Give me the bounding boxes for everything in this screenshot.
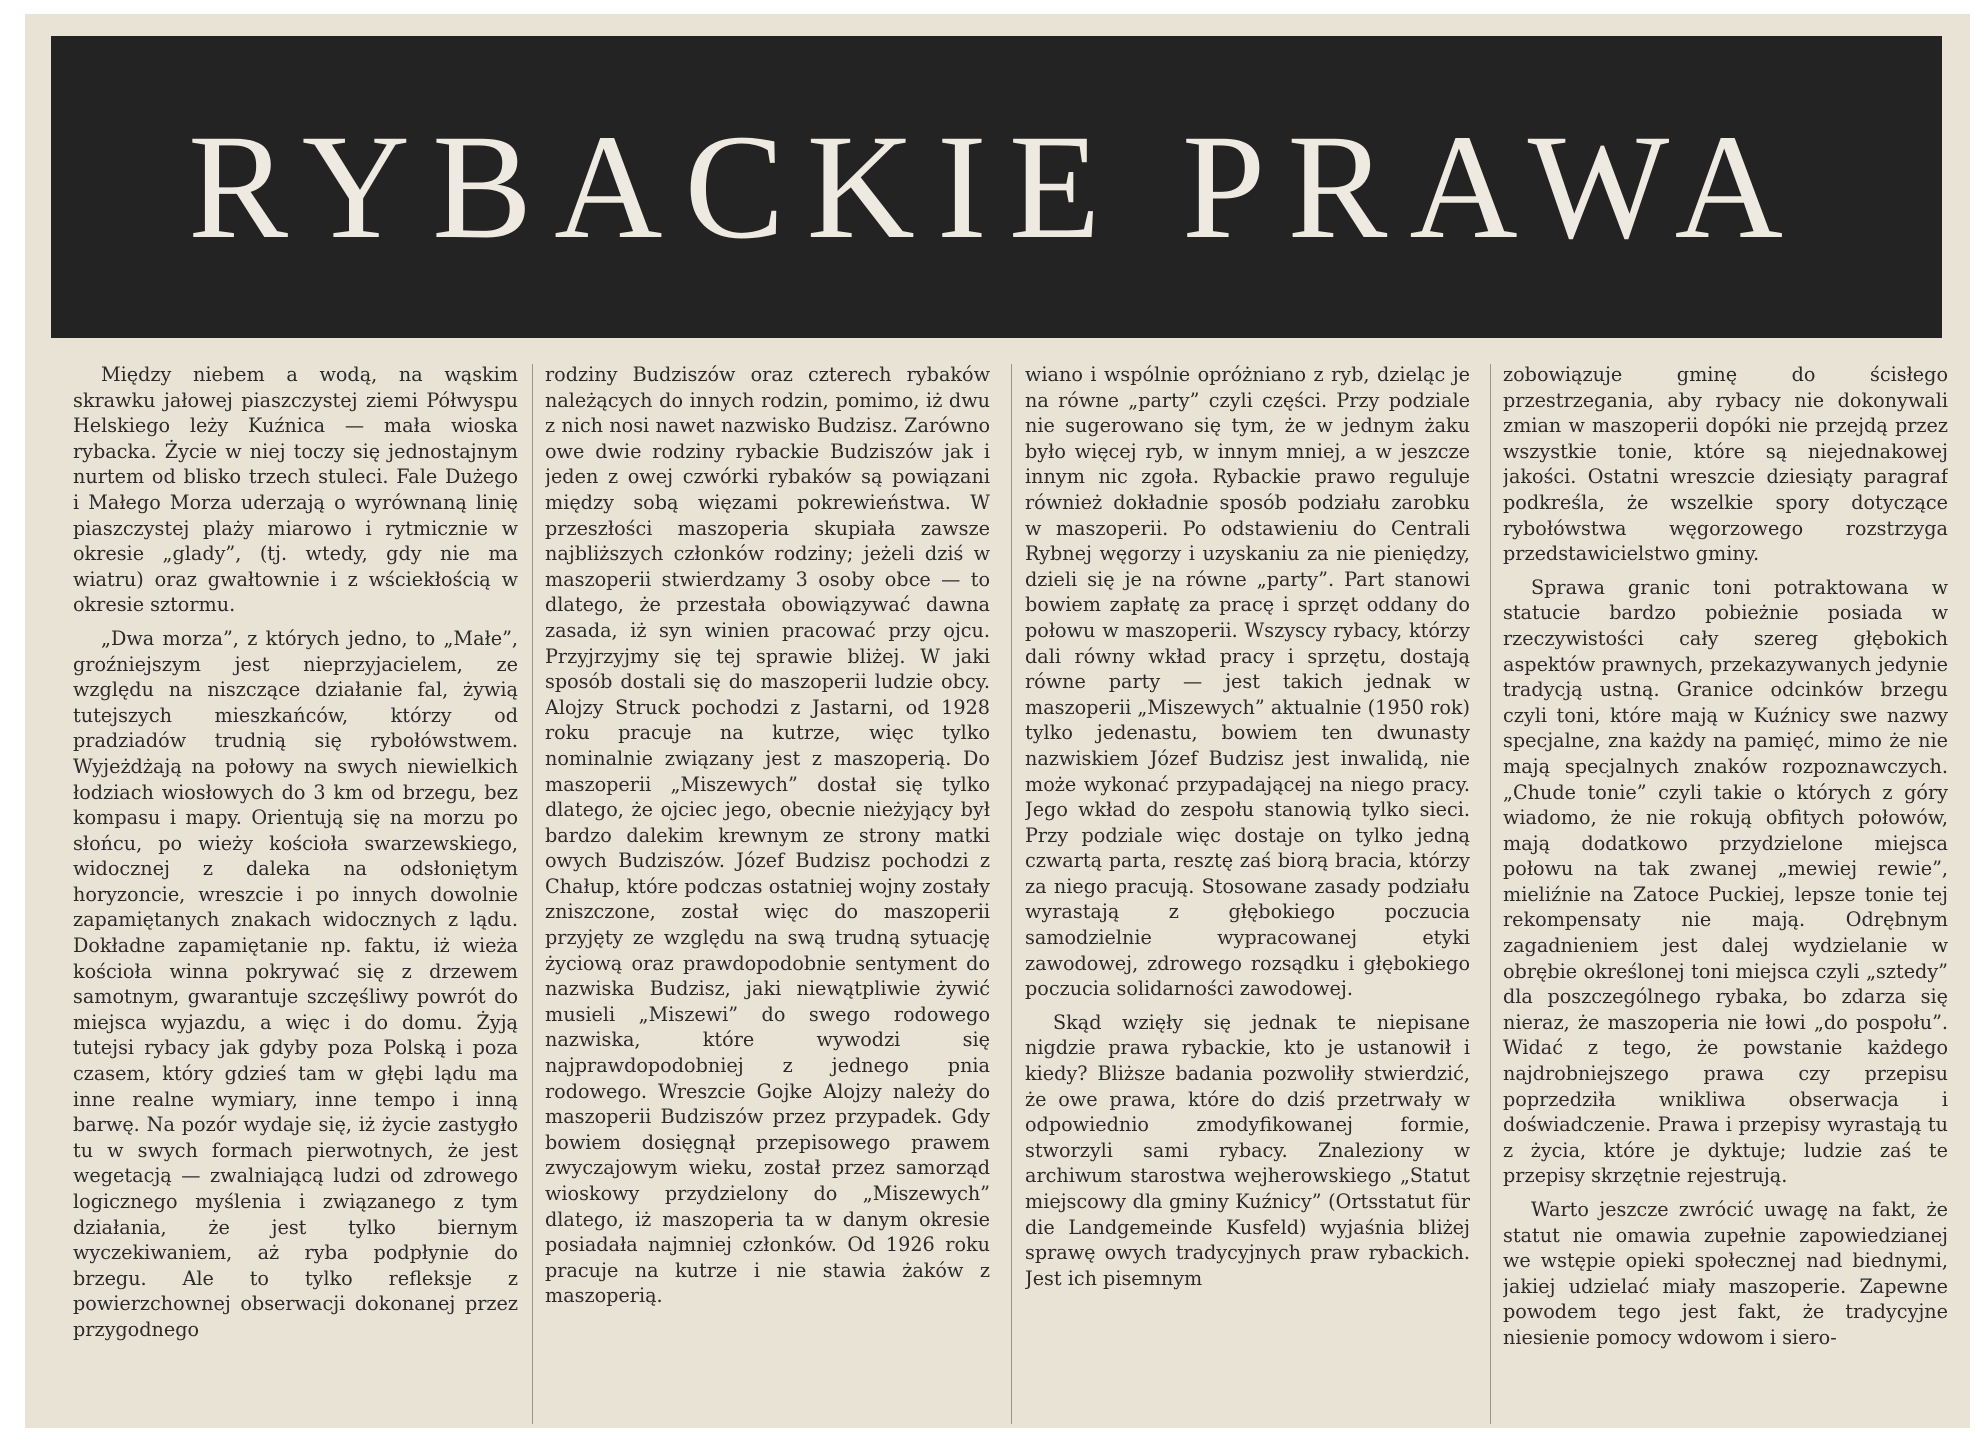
paragraph: wiano i wspólnie opróżniano z ryb, dzieląc je na równe „party” czyli części. Przy podziale nie sugerowano się tym, że w jednym żaku było więcej ryb, w innym mniej, a w jeszcze innym nic zgoła. Rybackie prawo reguluje również dokładnie sposób podziału zarobku w maszoperii. Po odstawieniu do Centrali Rybnej węgorzy i uzyskaniu za nie pieniędzy, dzieli się je na równe „party”. Part stanowi bowiem zapłatę za pracę i sprzęt oddany do połowu w maszoperii. Wszyscy rybacy, którzy dali równy wkład pracy i sprzętu, dostają równe party — jest takich jednak w maszoperii „Miszewych” aktualnie (1950 rok) tylko jedenastu, bowiem ten dwunasty nazwiskiem Józef Budzisz jest inwalidą, nie może wykonać przypadającej na niego pracy. Jego wkład do zespołu stanowią tylko sieci. Przy podziale więc dostaje on tylko jedną czwartą parta, resztę zaś biorą bracia, którzy za niego pracują. Stosowane zasady podziału wyrastają z głębokiego poczucia samodzielnie wypracowanej etyki zawodowej, zdrowego rozsądku i głębokiego poczucia solidarności zawodowej. [1025,363,1470,1001]
paragraph: Między niebem a wodą, na wąskim skrawku jałowej piaszczystej ziemi Półwyspu Helskiego leży Kuźnica — mała wioska rybacka. Życie w niej toczy się jednostajnym nurtem od blisko trzech stuleci. Fale Dużego i Małego Morza uderzają o wyrównaną linię piaszczystej plaży miarowo i rytmicznie w okresie „glady”, (tj. wtedy, gdy nie ma wiatru) oraz gwałtownie i z wściekłością w okresie sztormu. [73,363,518,617]
article-column-2 [545,362,990,1428]
paragraph: Skąd wzięły się jednak te niepisane nigdzie prawa rybackie, kto je ustanowił i kiedy? Bliższe badania pozwoliły stwierdzić, że owe prawa, które do dziś przetrwały w odpowiednio zmodyfikowanej formie, stworzyli sami rybacy. Znaleziony w archiwum starostwa wejherowskiego „Statut miejscowy dla gminy Kuźnicy” (Ortsstatut für die Landgemeinde Kusfeld) wyjaśnia bliżej sprawę owych tradycyjnych praw rybackich. Jest ich pisemnym [1025,1010,1470,1290]
column-divider [1011,364,1012,1424]
column-divider [1490,364,1491,1424]
paragraph: „Dwa morza”, z których jedno, to „Małe”, groźniejszym jest nieprzyjacielem, ze względu na niszczące działanie fal, żywią tutejszych mieszkańców, którzy od pradziadów trudnią się rybołówstwem. Wyjeżdżają na połowy na swych niewielkich łodziach wiosłowych do 3 km od brzegu, bez kompasu i mapy. Orientują się na morzu po słońcu, po wieży kościoła swarzewskiego, widocznej z daleka na odsłoniętym horyzoncie, wreszcie i po innych dowolnie zapamiętanych znakach widocznych z lądu. Dokładne zapamiętanie np. faktu, iż wieża kościoła winna pokrywać się z drzewem samotnym, gwarantuje szczęśliwy powrót do miejsca wyjazdu, a więc i do domu. Żyją tutejsi rybacy jak gdyby poza Polską i poza czasem, który gdzieś tam w głębi lądu ma inne realne wymiary, inne tempo i inną barwę. Na pozór wydaje się, iż życie zastygło tu w swych formach pierwotnych, że jest wegetacją — zwalniającą ludzi od zdrowego logicznego myślenia i związanego z tym działania, że jest tylko biernym wyczekiwaniem, aż ryba podpłynie do brzegu. Ale to tylko refleksje z powierzchownej obserwacji dokonanej przez przygodnego [73,626,518,1341]
paragraph: zobowiązuje gminę do ścisłego przestrzegania, aby rybacy nie dokonywali zmian w maszoperii dopóki nie przejdą przez wszystkie tonie, które są niejednakowej jakości. Ostatni wreszcie dziesiąty paragraf podkreśla, że wszelkie spory dotyczące rybołówstwa węgorzowego rozstrzyga przedstawicielstwo gminy. [1503,363,1948,566]
title-banner [51,36,1942,338]
article-title: RYBACKIE PRAWA [188,104,1805,270]
paragraph: rodziny Budziszów oraz czterech rybaków należących do innych rodzin, pomimo, iż dwu z nich nosi nawet nazwisko Budzisz. Zarówno owe dwie rodziny rybackie Budziszów jak i jeden z owej czwórki rybaków są powiązani między sobą więzami pokrewieństwa. W przeszłości maszoperia skupiała zawsze najbliższych członków rodziny; jeżeli dziś w maszoperii stwierdzamy 3 osoby obce — to dlatego, że przestała obowiązywać dawna zasada, iż syn winien pracować przy ojcu. Przyjrzyjmy się tej sprawie bliżej. W jaki sposób dostali się do maszoperii ludzie obcy. Alojzy Struck pochodzi z Jastarni, od 1928 roku pracuje na kutrze, więc tylko nominalnie związany jest z maszoperią. Do maszoperii „Miszewych” dostał się tylko dlatego, że ojciec jego, obecnie nieżyjący był bardzo dalekim krewnym ze strony matki owych Budziszów. Józef Budzisz pochodzi z Chałup, które podczas ostatniej wojny zostały zniszczone, został więc do maszoperii przyjęty ze względu na swą trudną sytuację życiową oraz prawdopodobnie sentyment do nazwiska Budzisz, jaki niewątpliwie żywić musieli „Miszewi” do swego rodowego nazwiska, które wywodzi się najprawdopodobniej z jednego pnia rodowego. Wreszcie Gojke Alojzy należy do maszoperii Budziszów przez przypadek. Gdy bowiem dosięgnął przepisowego prawem zwyczajowym wieku, został przez samorząd wioskowy przydzielony do „Miszewych” dlatego, iż maszoperia ta w danym okresie posiadała najmniej członków. Od 1926 roku pracuje na kutrze i nie stawia żaków z maszoperią. [545,363,990,1308]
article-column-1 [73,362,518,1428]
article-column-4 [1503,362,1948,1428]
paragraph: Warto jeszcze zwrócić uwagę na fakt, że statut nie omawia zupełnie zapowiedzianej we wstępie opieki społecznej nad biednymi, jakiej udzielać miały maszoperie. Zapewne powodem tego jest fakt, że tradycyjne niesienie pomocy wdowom i siero- [1503,1198,1948,1349]
newspaper-page [25,14,1970,1428]
paragraph: Sprawa granic toni potraktowana w statucie bardzo pobieżnie posiada w rzeczywistości cały szereg głębokich aspektów prawnych, przekazywanych jedynie tradycją ustną. Granice odcinków brzegu czyli toni, które mają w Kuźnicy swe nazwy specjalne, zna każdy na pamięć, mimo że nie mają specjalnych znaków rozpoznawczych. „Chude tonie” czyli takie o których z góry wiadomo, że nie rokują obfitych połowów, mają dodatkowo przydzielone miejsca połowu na tak zwanej „mewiej rewie”, mieliźnie na Zatoce Puckiej, lepsze tonie tej rekompensaty nie mają. Odrębnym zagadnieniem jest dalej wydzielanie w obrębie określonej toni miejsca czyli „sztedy” dla poszczególnego rybaka, bo zdarza się nieraz, że maszoperia nie łowi „do pospołu”. Widać z tego, że powstanie każdego najdrobniejszego prawa czy przepisu poprzedziła wnikliwa obserwacja i doświadczenie. Prawa i przepisy wyrastają tu z życia, które je dyktuje; ludzie zaś te przepisy skrzętnie rejestrują. [1503,575,1948,1188]
article-column-3 [1025,362,1470,1428]
column-divider [532,364,533,1424]
